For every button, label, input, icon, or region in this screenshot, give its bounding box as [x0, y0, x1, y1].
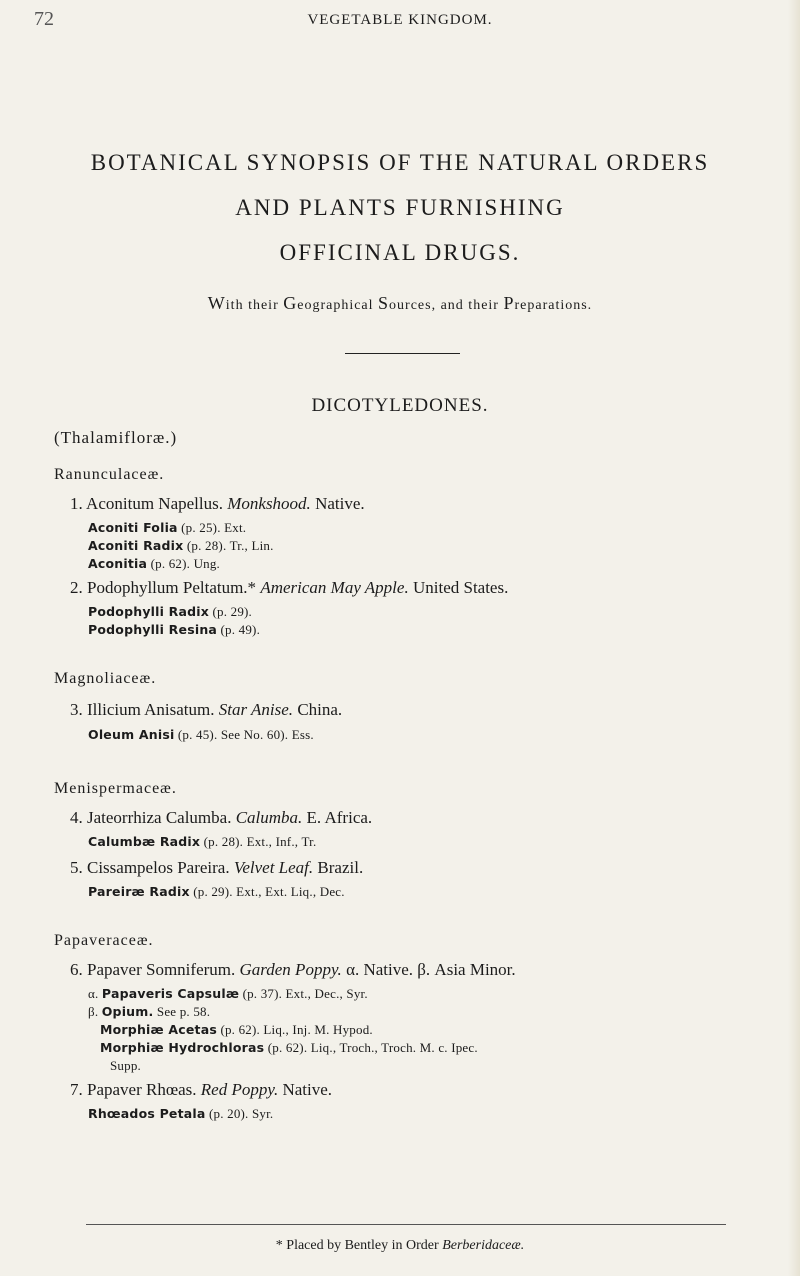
preparation: Pareiræ Radix (p. 29). Ext., Ext. Liq., Dec.	[88, 884, 345, 899]
plant-entry: 1. Aconitum Napellus. Monkshood. Native.	[70, 494, 365, 513]
preparation: Podophylli Resina (p. 49).	[88, 622, 261, 637]
plant-entry: 3. Illicium Anisatum. Star Anise. China.	[70, 700, 343, 719]
plant-entry: 6. Papaver Somniferum. Garden Poppy. α. Native. β. Asia Minor.	[70, 960, 516, 979]
page-number: 72	[34, 8, 54, 30]
preparation: Oleum Anisi (p. 45). See No. 60). Ess.	[88, 727, 314, 742]
preparation: α. Papaveris Capsulæ (p. 37). Ext., Dec., Syr.	[88, 986, 368, 1001]
plant-entry: 5. Cissampelos Pareira. Velvet Leaf. Brazil.	[70, 858, 364, 877]
preparation: Supp.	[110, 1058, 141, 1073]
preparation: Rhœados Petala (p. 20). Syr.	[88, 1106, 274, 1121]
preparation: β. Opium. See p. 58.	[88, 1004, 211, 1019]
order-heading: Papaveraceæ.	[54, 932, 154, 949]
preparation: Morphiæ Hydrochloras (p. 62). Liq., Troch., Troch. M. c. Ipec.	[100, 1040, 478, 1055]
footnote: * Placed by Bentley in Order Berberidaceæ.	[275, 1238, 525, 1253]
preparation: Aconiti Radix (p. 28). Tr., Lin.	[88, 538, 274, 553]
preparation: Aconitia (p. 62). Ung.	[88, 556, 221, 571]
division-heading: DICOTYLEDONES.	[311, 395, 489, 416]
title-line-1: BOTANICAL SYNOPSIS OF THE NATURAL ORDERS	[90, 150, 710, 175]
subtitle: With their Geographical Sources, and their Preparations.	[207, 293, 593, 313]
plant-entry: 4. Jateorrhiza Calumba. Calumba. E. Africa.	[70, 808, 373, 827]
order-heading: Magnoliaceæ.	[54, 670, 157, 687]
page-edge	[788, 0, 800, 1276]
footnote-rule	[86, 1224, 726, 1225]
preparation: Aconiti Folia (p. 25). Ext.	[88, 520, 247, 535]
order-heading: Menispermaceæ.	[54, 780, 177, 797]
divider	[345, 353, 460, 354]
subclass-heading: (Thalamifloræ.)	[54, 428, 178, 447]
order-heading: Ranunculaceæ.	[54, 466, 165, 483]
title-line-3: OFFICINAL DRUGS.	[279, 240, 521, 265]
preparation: Calumbæ Radix (p. 28). Ext., Inf., Tr.	[88, 834, 317, 849]
title-line-2: AND PLANTS FURNISHING	[235, 195, 565, 220]
preparation: Podophylli Radix (p. 29).	[88, 604, 253, 619]
plant-entry: 7. Papaver Rhœas. Red Poppy. Native.	[70, 1080, 333, 1099]
running-head: VEGETABLE KINGDOM.	[307, 12, 493, 28]
preparation: Morphiæ Acetas (p. 62). Liq., Inj. M. Hypod.	[100, 1022, 373, 1037]
plant-entry: 2. Podophyllum Peltatum.* American May Apple. United States.	[70, 578, 509, 597]
